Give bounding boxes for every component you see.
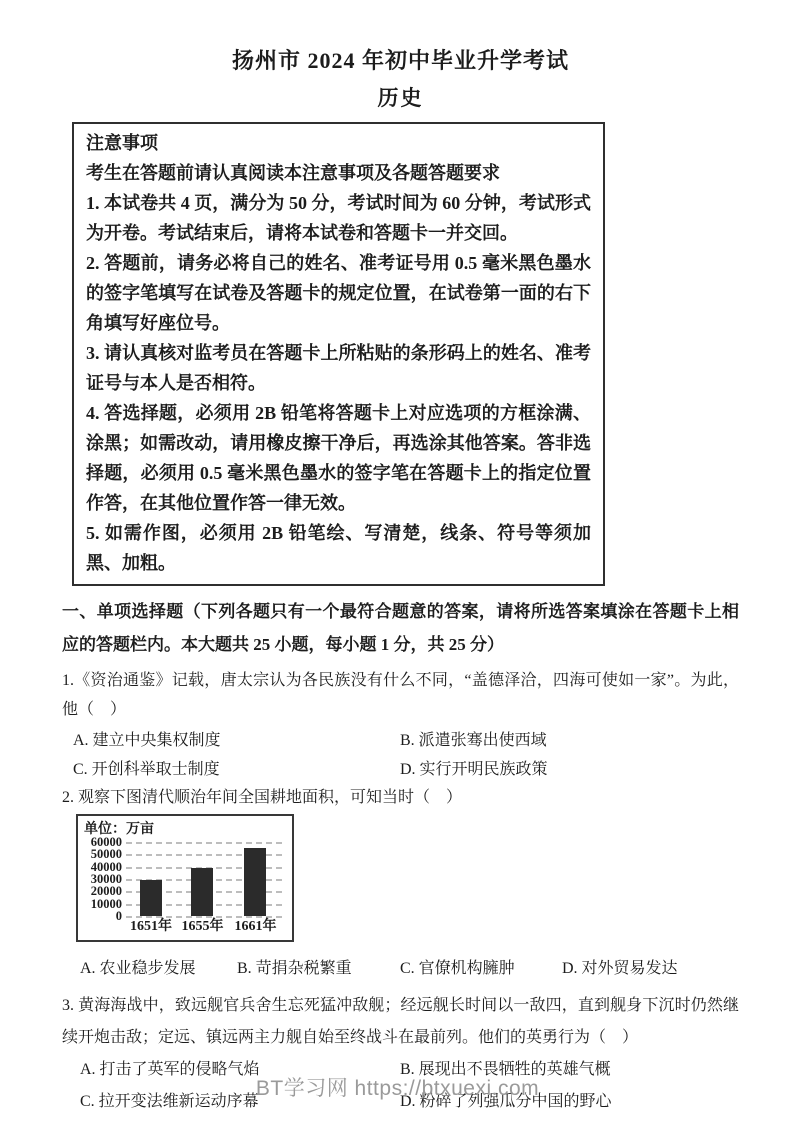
question-3-option-b: B. 展现出不畏牺牲的英雄气概	[400, 1061, 611, 1078]
question-2-option-b: B. 苛捐杂税繁重	[237, 960, 352, 977]
chart-bar	[244, 848, 266, 916]
notice-heading: 注意事项	[86, 133, 158, 153]
chart-xtick-label: 1661年	[234, 919, 277, 934]
question-2	[62, 784, 739, 984]
question-1-option-d: D. 实行开明民族政策	[400, 761, 548, 778]
chart-bar	[140, 880, 162, 916]
notice-item-1: 1. 本试卷共 4 页，满分为 50 分，考试时间为 60 分钟，考试形式为开卷。考试结束后，请将本试卷和答题卡一并交回。	[86, 193, 591, 243]
question-2-text: 2. 观察下图清代顺治年间全国耕地面积，可知当时（ ）	[62, 789, 463, 806]
section-heading: 一、单项选择题（下列各题只有一个最符合题意的答案，请将所选答案填涂在答题卡上相应的答题栏内。本大题共 25 小题，每小题 1 分，共 25 分）	[62, 602, 739, 654]
chart-unit-label: 单位：万亩	[84, 822, 154, 837]
chart-ytick-label: 10000	[90, 896, 122, 911]
question-3-option-d: D. 粉碎了列强瓜分中国的野心	[400, 1093, 612, 1110]
question-1-text: 1.《资治通鉴》记载，唐太宗认为各民族没有什么不同，“盖德泽洽，四海可使如一家”。为此，他（ ）	[62, 672, 739, 718]
chart-ytick-label: 0	[115, 909, 122, 923]
chart-ytick-label: 30000	[90, 872, 122, 886]
notice-item-4: 4. 答选择题，必须用 2B 铅笔将答题卡上对应选项的方框涂满、涂黑；如需改动，请用橡皮擦干净后，再选涂其他答案。答非选择题，必须用 0.5 毫米黑色墨水的签字笔在答题卡上的指定位置作答，在其他位置作答一律无效。	[86, 403, 591, 513]
notice-item-2: 2. 答题前，请务必将自己的姓名、准考证号用 0.5 毫米黑色墨水的签字笔填写在试卷及答题卡的规定位置，在试卷第一面的右下角填写好座位号。	[86, 253, 591, 333]
notice-item-3: 3. 请认真核对监考员在答题卡上所粘贴的条形码上的姓名、准考证号与本人是否相符。	[86, 343, 591, 393]
farmland-bar-chart	[76, 814, 294, 942]
page-title: 扬州市 2024 年初中毕业升学考试	[231, 48, 569, 73]
chart-xtick-label: 1655年	[181, 919, 224, 934]
question-2-option-a: A. 农业稳步发展	[80, 960, 196, 977]
question-3-option-a: A. 打击了英军的侵略气焰	[80, 1061, 260, 1078]
chart-xtick-label: 1651年	[129, 919, 172, 934]
question-3-text: 3. 黄海海战中，致远舰官兵舍生忘死猛冲敌舰；经远舰长时间以一敌四，直到舰身下沉时仍然继续开炮击敌；定远、镇远两主力舰自始至终战斗在最前列。他们的英勇行为（ ）	[62, 997, 739, 1046]
chart-ytick-label: 50000	[90, 847, 122, 862]
question-1	[62, 666, 739, 784]
watermark: BT学习网 https://btxuexi.com	[255, 1077, 540, 1100]
chart-ytick-label: 40000	[90, 859, 122, 874]
notice-box	[72, 122, 605, 586]
chart-bar	[191, 868, 213, 916]
question-1-option-b: B. 派遣张骞出使西域	[400, 732, 547, 749]
chart-gridline	[126, 842, 282, 844]
question-2-option-d: D. 对外贸易发达	[562, 960, 678, 977]
chart-ytick-label: 60000	[90, 835, 122, 849]
notice-intro: 考生在答题前请认真阅读本注意事项及各题答题要求	[86, 163, 500, 183]
question-2-option-c: C. 官僚机构臃肿	[400, 960, 515, 977]
question-2-options	[62, 954, 739, 984]
subject-title: 历史	[377, 86, 424, 110]
question-1-option-c: C. 开创科举取士制度	[73, 761, 220, 778]
question-1-options	[62, 726, 739, 784]
chart-ytick-label: 20000	[90, 884, 122, 899]
question-1-option-a: A. 建立中央集权制度	[73, 732, 221, 749]
notice-item-5: 5. 如需作图，必须用 2B 铅笔绘、写清楚，线条、符号等须加黑、加粗。	[86, 523, 591, 573]
question-3-option-c: C. 拉开变法维新运动序幕	[80, 1093, 259, 1110]
